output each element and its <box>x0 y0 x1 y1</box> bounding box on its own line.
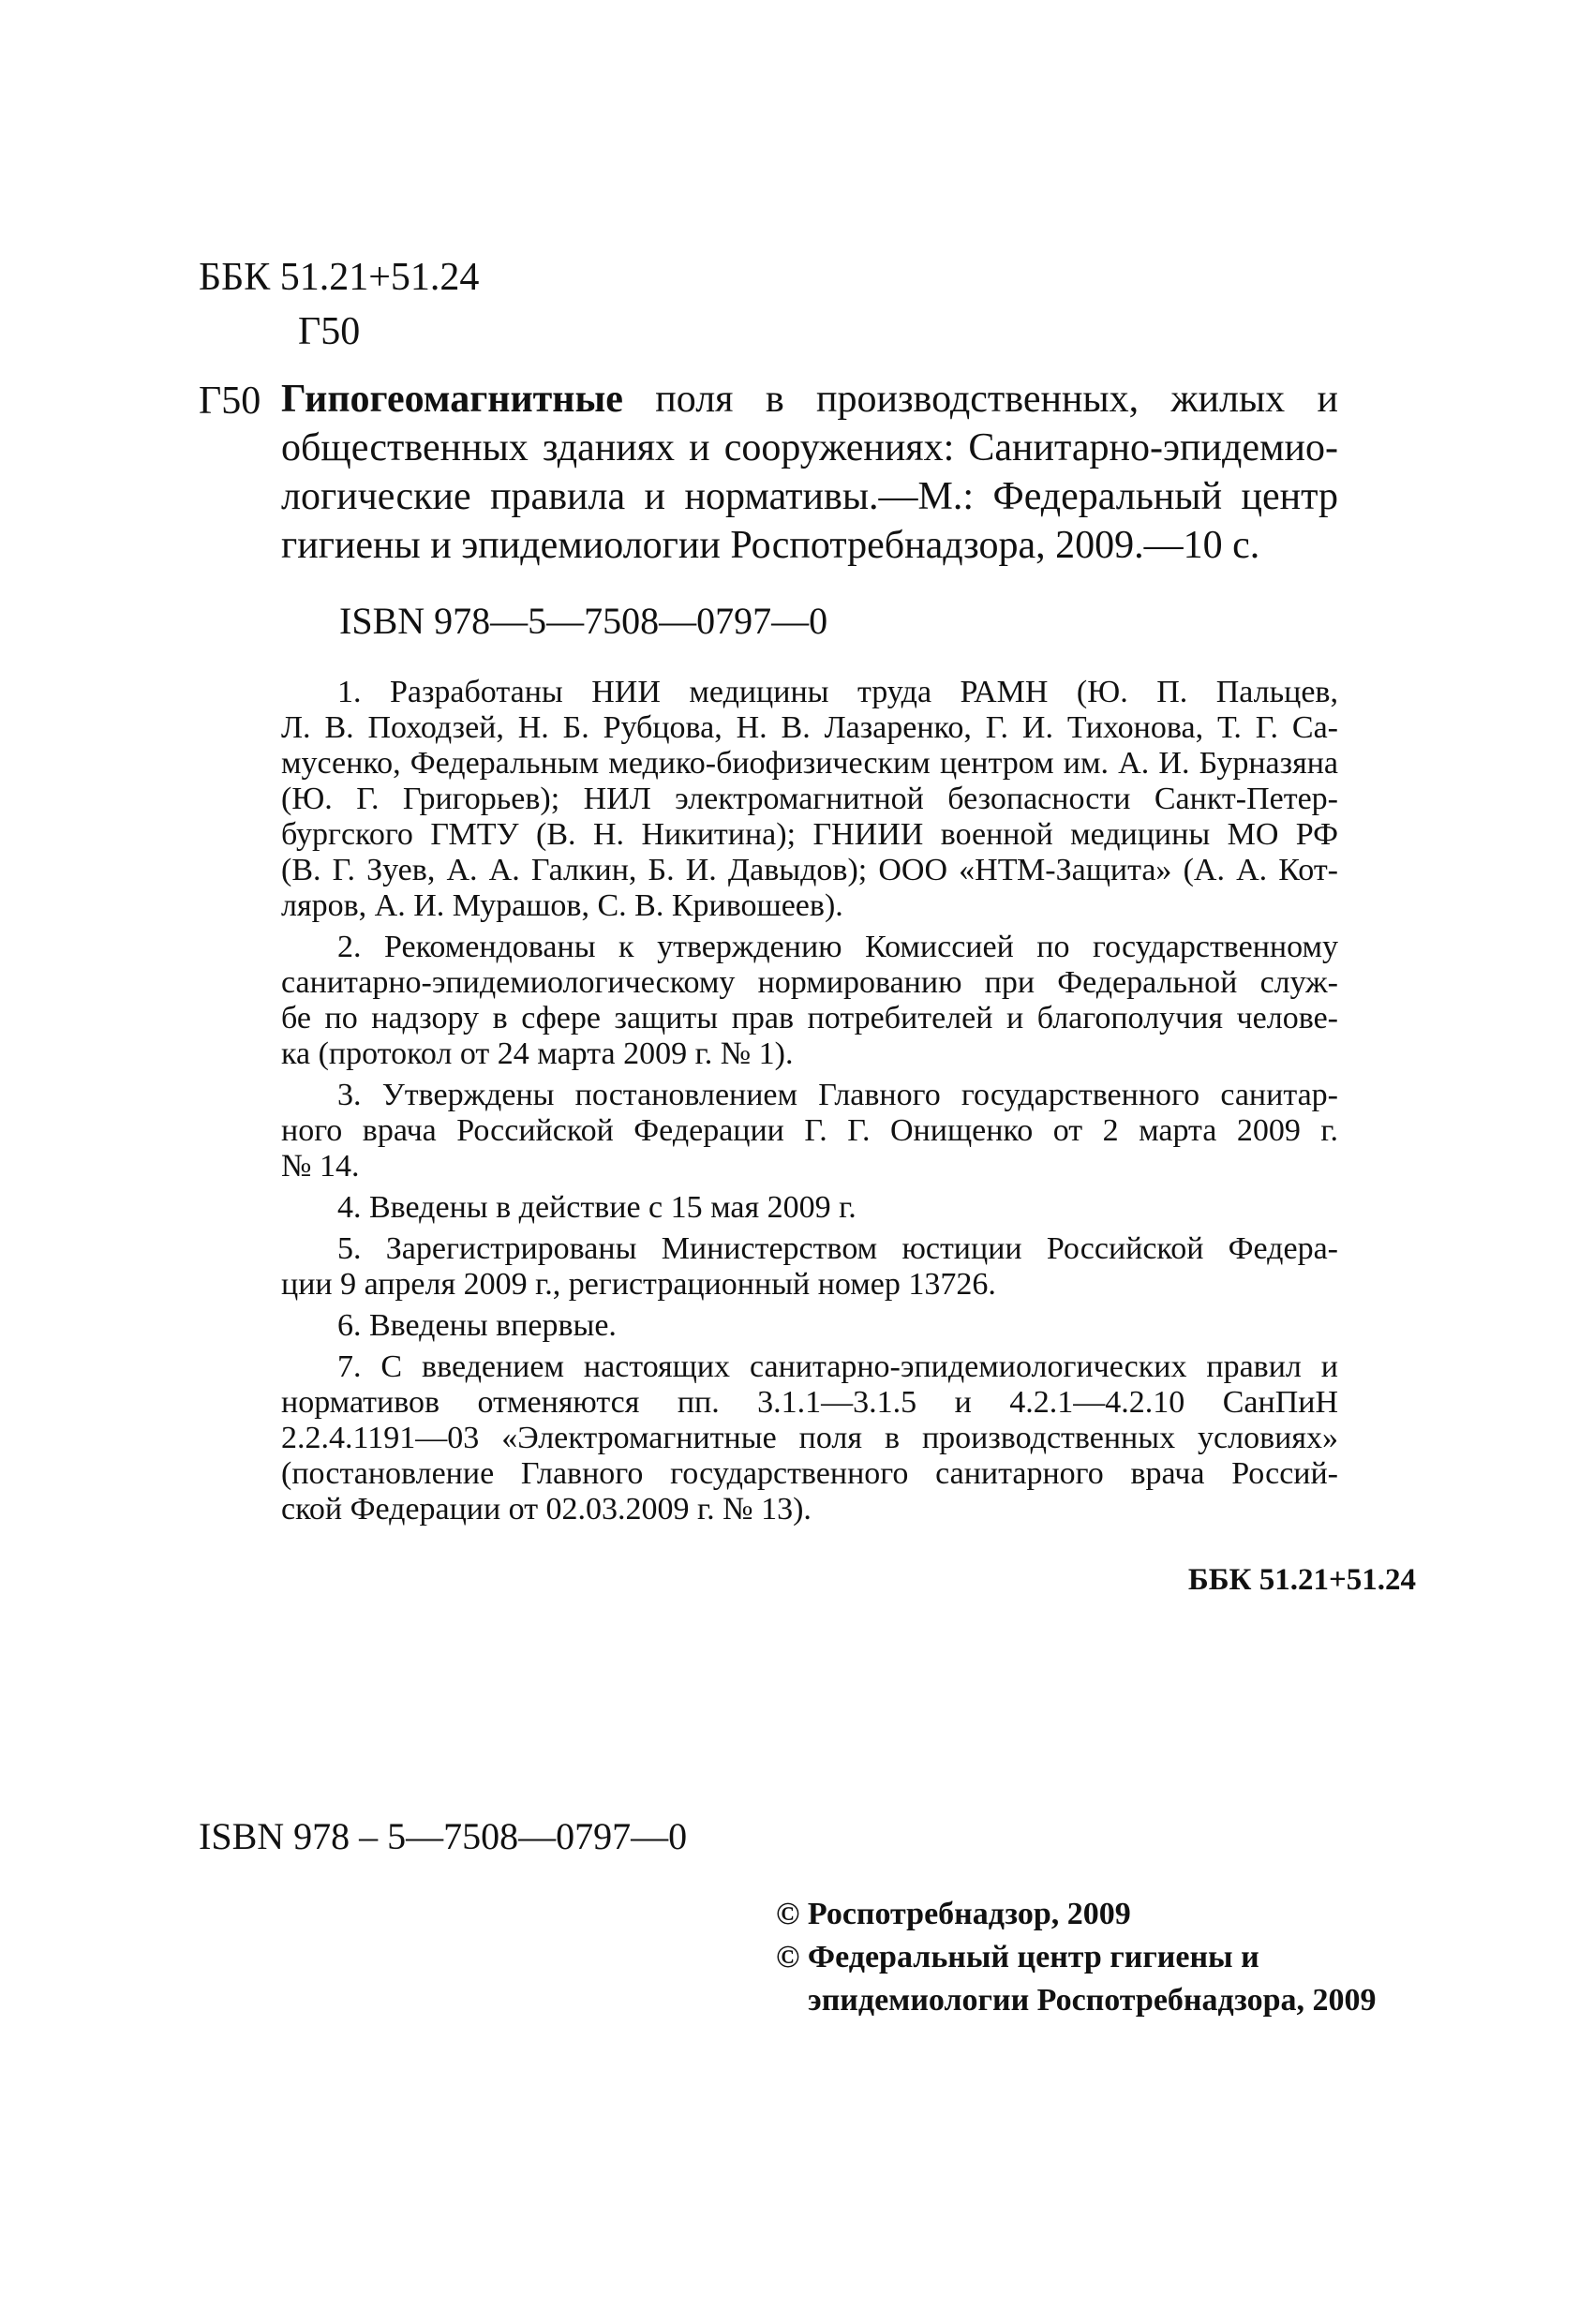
note-item <box>281 930 1338 1072</box>
note-item <box>281 1231 1338 1303</box>
note-line: (В. Г. Зуев, А. А. Галкин, Б. И. Давыдов); ООО «НТМ-Защита» (А. А. Кот- <box>281 853 1338 887</box>
notes-list <box>281 675 1338 1527</box>
copyright-line-1: © Роспотребнадзор, 2009 <box>776 1897 1131 1931</box>
description-line-4: гигиены и эпидемиологии Роспотребнадзора, 2009.—10 с. <box>281 524 1260 567</box>
note-line: санитарно-эпидемиологическому нормированию при Федеральной служ- <box>281 965 1338 1000</box>
copyright-line-3: эпидемиологии Роспотребнадзора, 2009 <box>808 1983 1377 2018</box>
description-line-1 <box>281 375 1338 424</box>
description-line-1-rest: поля в производственных, жилых и <box>622 378 1338 421</box>
note-line: нормативов отменяются пп. 3.1.1—3.1.5 и 4.2.1—4.2.10 СанПиН <box>281 1385 1338 1420</box>
note-line: ской Федерации от 02.03.2009 г. № 13). <box>281 1492 812 1527</box>
bibliographic-description <box>281 375 1338 570</box>
note-line: 5. Зарегистрированы Министерством юстиции Российской Федера- <box>337 1231 1338 1266</box>
copyright-block <box>776 1893 1377 2022</box>
note-line: 3. Утверждены постановлением Главного государственного санитар- <box>337 1078 1338 1112</box>
note-line: 1. Разработаны НИИ медицины труда РАМН (Ю. П. Пальцев, <box>337 675 1338 709</box>
note-line: (постановление Главного государственного санитарного врача Россий- <box>281 1456 1338 1491</box>
title-bold: Гипогеомагнитные <box>281 378 623 421</box>
note-line: ции 9 апреля 2009 г., регистрационный номер 13726. <box>281 1267 996 1302</box>
note-line: Л. В. Походзей, Н. Б. Рубцова, Н. В. Лазаренко, Г. И. Тихонова, Т. Г. Са- <box>281 710 1338 745</box>
bbk-index-right: ББК 51.21+51.24 <box>1187 1563 1416 1597</box>
description-line-2: общественных зданиях и сооружениях: Санитарно-эпидемио- <box>281 426 1338 469</box>
note-item <box>281 1308 1338 1344</box>
note-line: 4. Введены в действие с 15 мая 2009 г. <box>337 1190 857 1225</box>
note-line: 2. Рекомендованы к утверждению Комиссией по государственному <box>337 930 1338 964</box>
note-line: (Ю. Г. Григорьев); НИЛ электромагнитной безопасности Санкт-Петер- <box>281 782 1338 816</box>
note-line: бе по надзору в сфере защиты прав потребителей и благополучия челове- <box>281 1001 1338 1035</box>
isbn-main: ISBN 978—5—7508—0797—0 <box>339 600 828 642</box>
note-item <box>281 675 1338 924</box>
note-line: № 14. <box>281 1149 360 1184</box>
note-line: бургского ГМТУ (В. Н. Никитина); ГНИИИ военной медицины МО РФ <box>281 817 1338 852</box>
bbk-index-top: ББК 51.21+51.24 <box>199 256 480 299</box>
note-line: ка (протокол от 24 марта 2009 г. № 1). <box>281 1036 794 1071</box>
note-item <box>281 1349 1338 1527</box>
author-code: Г50 <box>298 310 361 353</box>
note-item <box>281 1190 1338 1226</box>
copyright-line-2: © Федеральный центр гигиены и <box>776 1940 1259 1974</box>
note-line: мусенко, Федеральным медико-биофизическим центром им. А. И. Бурназяна <box>281 746 1338 781</box>
note-line: ляров, А. И. Мурашов, С. В. Кривошеев). <box>281 888 843 923</box>
author-code-left: Г50 <box>199 380 261 423</box>
description-line-3: логические правила и нормативы.—М.: Федеральный центр <box>281 475 1338 518</box>
note-line: ного врача Российской Федерации Г. Г. Онищенко от 2 марта 2009 г. <box>281 1113 1338 1148</box>
note-line: 6. Введены впервые. <box>337 1308 617 1343</box>
note-item <box>281 1078 1338 1184</box>
note-line: 2.2.4.1191—03 «Электромагнитные поля в производственных условиях» <box>281 1421 1338 1455</box>
note-line: 7. С введением настоящих санитарно-эпидемиологических правил и <box>337 1349 1338 1384</box>
isbn-bottom: ISBN 978 – 5—7508—0797—0 <box>199 1815 688 1857</box>
